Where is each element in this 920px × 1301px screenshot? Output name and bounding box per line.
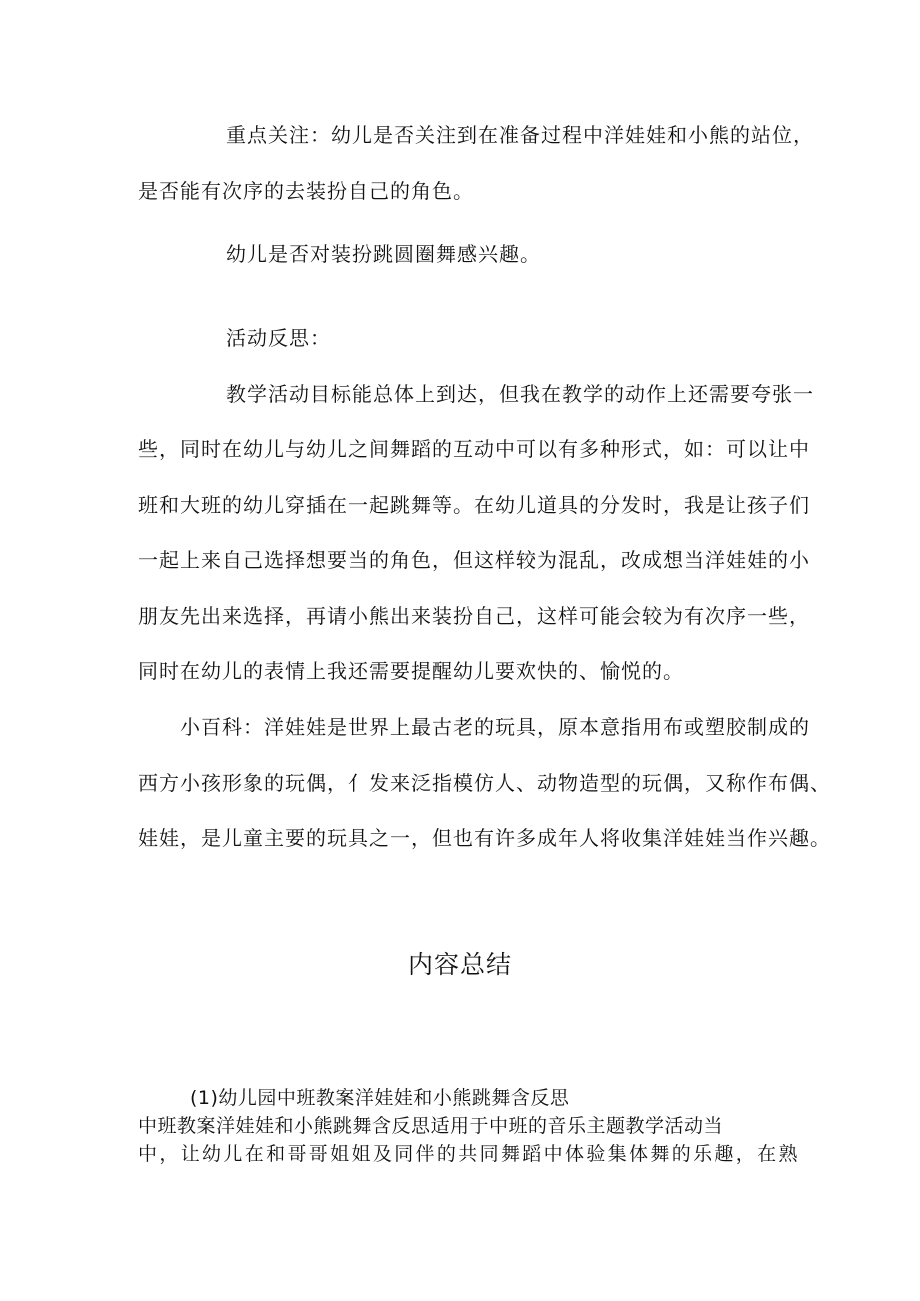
summary-item-line-2: 中，让幼儿在和哥哥姐姐及同伴的共同舞蹈中体验集体舞的乐趣，在熟 [138, 1143, 798, 1165]
encyclopedia-line-2: 西方小孩形象的玩偶，亻发来泛指模仿人、动物造型的玩偶，又称作布偶、 [138, 771, 831, 795]
focus-paragraph-line-2: 是否能有次序的去装扮自己的角色。 [138, 179, 474, 203]
reflection-line-3: 班和大班的幼儿穿插在一起跳舞等。在幼儿道具的分发时，我是让孩子们 [138, 493, 810, 517]
reflection-line-6: 同时在幼儿的表情上我还需要提醒幼儿要欢快的、愉悦的。 [138, 659, 684, 683]
focus-paragraph-line-1: 重点关注：幼儿是否关注到在准备过程中洋娃娃和小熊的站位， [226, 123, 814, 147]
reflection-line-2: 些，同时在幼儿与幼儿之间舞蹈的互动中可以有多种形式，如：可以让中 [138, 437, 810, 461]
encyclopedia-line-3: 娃娃，是儿童主要的玩具之一，但也有许多成年人将收集洋娃娃当作兴趣。 [138, 826, 831, 850]
interest-paragraph: 幼儿是否对装扮跳圆圈舞感兴趣。 [226, 242, 541, 266]
encyclopedia-line-1: 小百科：洋娃娃是世界上最古老的玩具，原本意指用布或塑胶制成的 [180, 715, 810, 739]
summary-heading: 内容总结 [407, 950, 512, 979]
reflection-line-5: 朋友先出来选择，再请小熊出来装扮自己，这样可能会较为有次序一些， [138, 604, 810, 628]
summary-item-line-1: 中班教案洋娃娃和小熊跳舞含反思适用于中班的音乐主题教学活动当 [138, 1115, 724, 1137]
reflection-title: 活动反思： [226, 326, 331, 350]
reflection-line-1: 教学活动目标能总体上到达，但我在教学的动作上还需要夸张一 [226, 382, 814, 406]
summary-item-title: (1)幼儿园中班教案洋娃娃和小熊跳舞含反思 [190, 1087, 570, 1109]
reflection-line-4: 一起上来自己选择想要当的角色，但这样较为混乱，改成想当洋娃娃的小 [138, 548, 810, 572]
